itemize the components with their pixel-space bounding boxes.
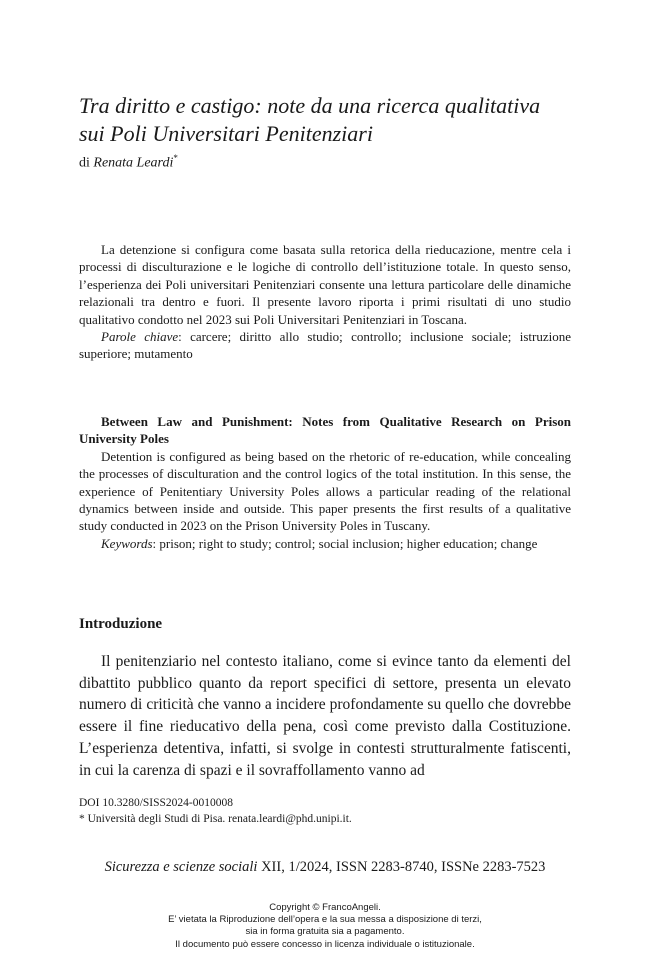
abstract-it-text: La detenzione si configura come basata sulla retorica della rieducazione, mentre cela i processi di disculturazione e le logiche di controllo dell’istituzione totale. In questo senso, l’esperienza dei Poli universitari Penitenziari consente una lettura particolare delle dinamiche relazionali tra dentro e fuori. Il presente lavoro riporta i primi risultati di uno studio qualitativo condotto nel 2023 sui Poli Universitari Penitenziari in Toscana.	[79, 242, 571, 327]
abstract-english	[79, 413, 571, 552]
keywords-en: : prison; right to study; control; social inclusion; higher education; change	[152, 535, 538, 551]
byline-prefix: di	[79, 155, 90, 171]
abstract-en-text: Detention is configured as being based on the rhetoric of re-education, while concealing the processes of disculturation and the control logics of the total institution. In this sense, the experience of Penitentiary University Poles allows a particular reading of the relational dynamics between inside and outside. This paper presents the first results of a qualitative study conducted in 2023 on the Prison University Poles in Tuscany.	[79, 448, 571, 534]
copyright-line: Il documento può essere concesso in licenza individuale o istituzionale.	[175, 938, 475, 950]
abstract-it-keywords	[79, 328, 571, 363]
abstract-italian	[79, 241, 571, 363]
journal-details: XII, 1/2024, ISSN 2283-8740, ISSNe 2283-7523	[257, 859, 546, 875]
copyright-line: Copyright © FrancoAngeli.	[269, 902, 381, 913]
abstract-en-title: Between Law and Punishment: Notes from Qualitative Research on Prison University Poles	[79, 414, 571, 447]
doi-line: DOI 10.3280/SISS2024-0010008	[79, 797, 233, 809]
keywords-label-en: Keywords	[101, 535, 153, 551]
byline	[79, 149, 571, 173]
journal-name: Sicurezza e scienze sociali	[104, 859, 258, 875]
copyright-line: E’ vietata la Riproduzione dell’opera e la sua messa a disposizione di terzi,	[168, 914, 482, 926]
section-heading: Introduzione	[79, 616, 163, 632]
journal-footer	[0, 859, 650, 876]
body-paragraph: Il penitenziario nel contesto italiano, come si evince tanto da elementi del dibattito pubblico quanto da report specifici di settore, presenta un elevato numero di criticità che vanno a incidere profondamente su quello che dovrebbe essere il fine rieducativo della pena, così come previsto dalla Costituzione. L’esperienza detentiva, infatti, si svolge in contesti strutturalmente fatiscenti, in cui la carenza di spazi e il sovraffollamento vanno ad	[79, 653, 571, 779]
abstract-en-keywords	[79, 535, 571, 552]
keywords-label-it: Parole chiave	[101, 329, 179, 345]
copyright-line: sia in forma gratuita sia a pagamento.	[245, 926, 405, 938]
affiliation-footnote: * Università degli Studi di Pisa. renata.leardi@phd.unipi.it.	[79, 812, 352, 825]
footnotes	[79, 796, 571, 827]
article-title: Tra diritto e castigo: note da una ricerca qualitativa sui Poli Universitari Penitenziari	[79, 93, 541, 146]
author-footnote-marker: *	[173, 153, 178, 163]
copyright-notice	[0, 902, 650, 951]
body-text	[79, 651, 571, 781]
author-name: Renata Leardi	[93, 155, 174, 171]
keywords-it: : carcere; diritto allo studio; controllo; inclusione sociale; istruzione superiore; mutamento	[79, 329, 571, 362]
